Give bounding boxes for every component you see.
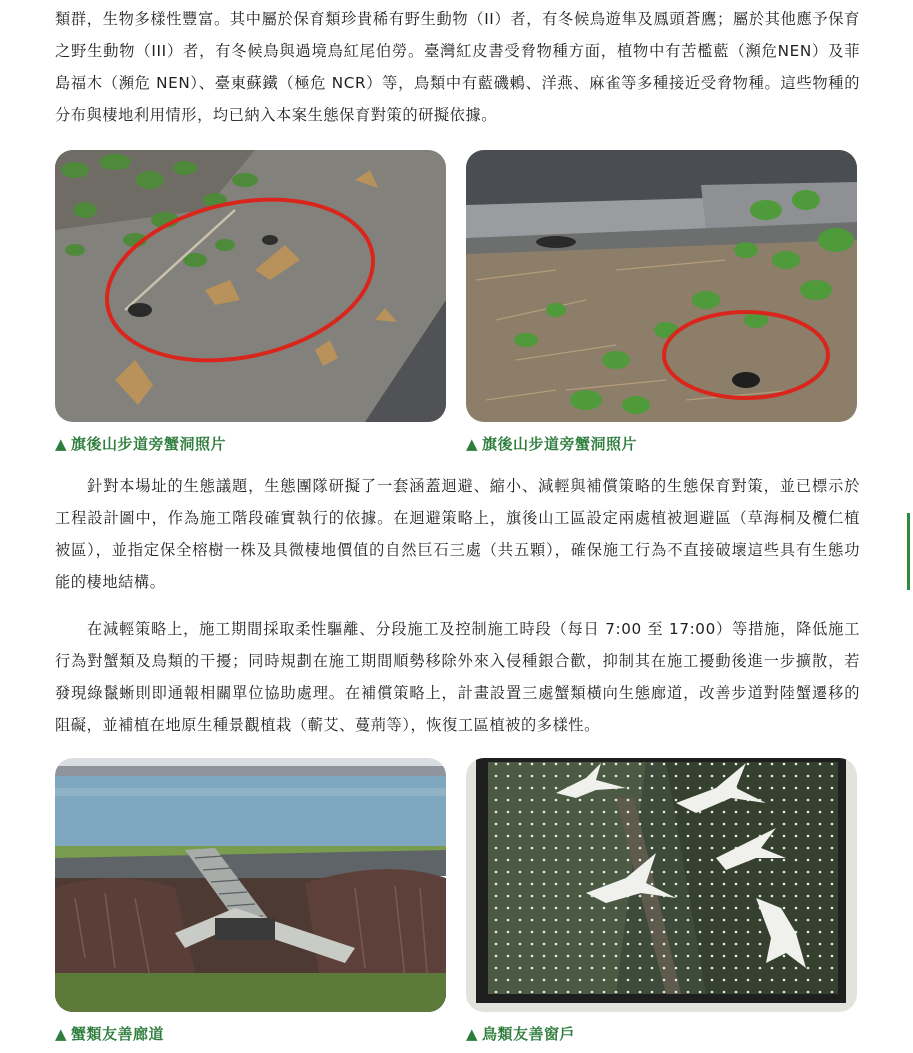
caption-text: 旗後山步道旁蟹洞照片 <box>482 435 638 453</box>
caption-photo-1 <box>55 433 226 454</box>
triangle-up-icon: ▲ <box>466 1025 479 1043</box>
photo-crab-hole-1 <box>55 150 446 422</box>
page-edge-marker <box>907 513 910 590</box>
photo-bird-window <box>466 758 857 1012</box>
paragraph-species: 類群，生物多樣性豐富。其中屬於保育類珍貴稀有野生動物（II）者，有冬候鳥遊隼及鳳頭蒼鷹；屬於其他應予保育之野生動物（III）者，有冬候鳥與過境鳥紅尾伯勞。臺灣紅皮書受脅物種方面，植物中有苦檻藍（瀕危NEN）及菲島福木（瀕危 NEN）、臺東蘇鐵（極危 NCR）等，鳥類中有藍磯鶇、洋燕、麻雀等多種接近受脅物種。這些物種的分布與棲地利用情形，均已納入本案生態保育對策的研擬依據。 <box>55 10 860 124</box>
caption-text: 鳥類友善窗戶 <box>482 1025 576 1043</box>
paragraph-avoidance: 針對本場址的生態議題，生態團隊研擬了一套涵蓋迴避、縮小、減輕與補償策略的生態保育對策，並已標示於工程設計圖中，作為施工階段確實執行的依據。在迴避策略上，旗後山工區設定兩處植被迴避區（草海桐及欖仁植被區），並指定保全榕樹一株及具微棲地價值的自然巨石三處（共五顆），確保施工行為不直接破壞這些具有生態功能的棲地結構。 <box>55 477 860 591</box>
paragraph-mitigation: 在減輕策略上，施工期間採取柔性驅離、分段施工及控制施工時段（每日 7:00 至 17:00）等措施，降低施工行為對蟹類及鳥類的干擾；同時規劃在施工期間順勢移除外來入侵種銀合歡，抑制其在施工擾動後進一步擴散，若發現綠鬣蜥則即通報相關單位協助處理。在補償策略上，計畫設置三處蟹類橫向生態廊道，改善步道對陸蟹遷移的阻礙，並補植在地原生種景觀植栽（蘄艾、蔓荊等），恢復工區植被的多樣性。 <box>55 620 860 734</box>
caption-photo-2 <box>466 433 637 454</box>
photo-crab-hole-2 <box>466 150 857 422</box>
triangle-up-icon: ▲ <box>55 435 68 453</box>
photo-crab-corridor <box>55 758 446 1012</box>
triangle-up-icon: ▲ <box>55 1025 68 1043</box>
caption-photo-3 <box>55 1023 164 1044</box>
caption-text: 蟹類友善廊道 <box>71 1025 165 1043</box>
caption-photo-4 <box>466 1023 575 1044</box>
triangle-up-icon: ▲ <box>466 435 479 453</box>
caption-text: 旗後山步道旁蟹洞照片 <box>71 435 227 453</box>
